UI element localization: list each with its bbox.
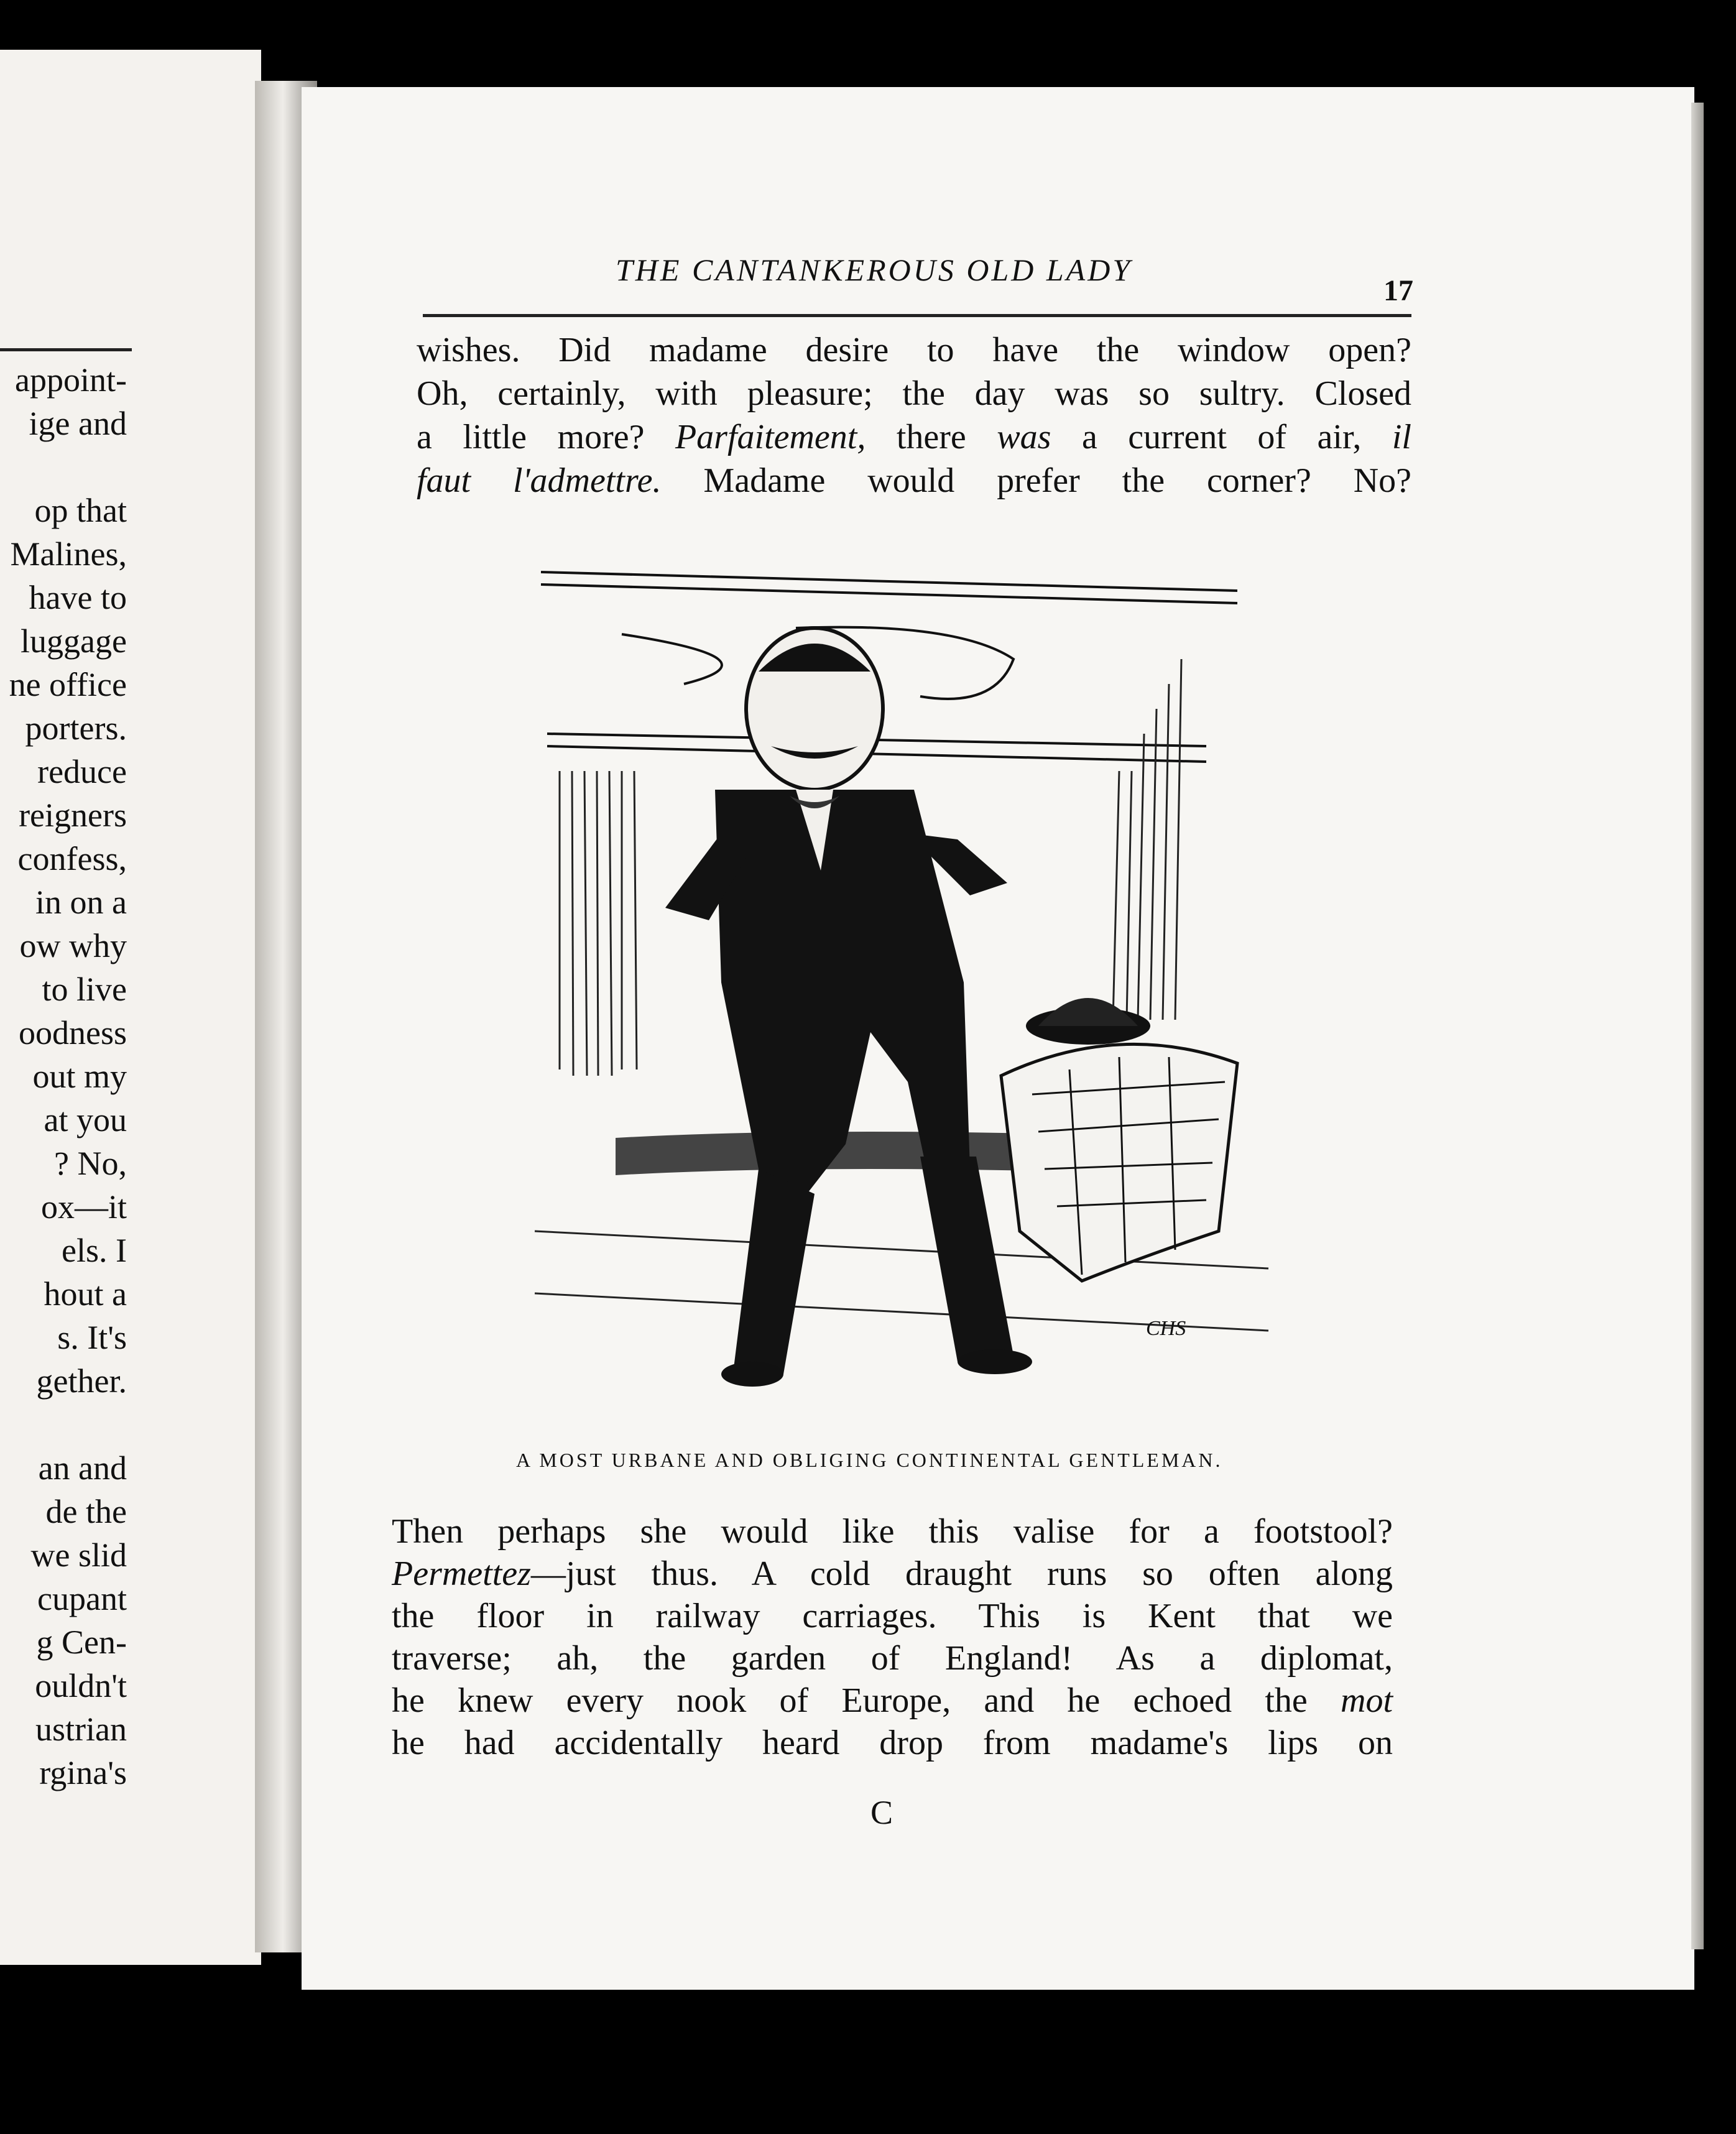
text-line: a little more? Parfaitement, there was a current of air, il — [417, 418, 1411, 456]
text-line: wishes. Did madame desire to have the window open? — [417, 331, 1411, 369]
illustration-gentleman — [522, 547, 1281, 1449]
left-line: s. It's — [57, 1319, 127, 1356]
page-number: 17 — [1383, 274, 1413, 307]
left-line: ige and — [29, 405, 127, 442]
left-line: cupant — [37, 1580, 127, 1617]
left-line: at you — [44, 1101, 127, 1139]
page-edge — [1691, 103, 1704, 1949]
left-line: we slid — [30, 1536, 127, 1574]
text-line: the floor in railway carriages. This is Kent that we — [392, 1597, 1393, 1635]
left-line: op that — [34, 492, 127, 529]
text-line: he had accidentally heard drop from madame's lips on — [392, 1724, 1393, 1762]
text-line: faut l'admettre. Madame would prefer the corner? No? — [417, 461, 1411, 500]
left-line: oodness — [19, 1014, 127, 1051]
left-page — [0, 50, 261, 1965]
left-page-rule — [0, 348, 132, 351]
left-line: to live — [42, 971, 127, 1008]
left-line: ox—it — [40, 1188, 127, 1226]
left-line: g Cen- — [36, 1624, 127, 1661]
left-line: ustrian — [35, 1711, 127, 1748]
left-line: out my — [32, 1058, 127, 1095]
text-line: Then perhaps she would like this valise for a footstool? — [392, 1512, 1393, 1551]
left-line: appoint- — [15, 361, 127, 399]
text-line: Permettez—just thus. A cold draught runs so often along — [392, 1554, 1393, 1593]
left-line: ? No, — [54, 1145, 127, 1182]
left-line: porters. — [25, 709, 127, 747]
header-rule — [423, 314, 1411, 317]
left-line: rgina's — [39, 1754, 127, 1791]
left-line: gether. — [36, 1362, 127, 1400]
artist-signature: CHS — [1146, 1317, 1186, 1340]
left-line: luggage — [21, 622, 127, 660]
left-line: reigners — [19, 797, 127, 834]
running-head: THE CANTANKEROUS OLD LADY — [616, 252, 1133, 287]
left-line: ne office — [9, 666, 127, 703]
left-line: have to — [29, 579, 127, 616]
left-line: de the — [45, 1493, 127, 1530]
left-line: ouldn't — [35, 1667, 127, 1704]
left-line: confess, — [17, 840, 127, 877]
left-line: hout a — [44, 1275, 127, 1313]
illustration-caption: A MOST URBANE AND OBLIGING CONTINENTAL GENTLEMAN. — [516, 1449, 1223, 1471]
left-line: Malines, — [10, 535, 127, 573]
left-line: ow why — [19, 927, 127, 964]
text-line: Oh, certainly, with pleasure; the day was so sultry. Closed — [417, 374, 1411, 413]
text-line: he knew every nook of Europe, and he echoed the mot — [392, 1681, 1393, 1720]
left-line: in on a — [35, 884, 127, 921]
signature-mark: C — [870, 1794, 893, 1831]
left-line: reduce — [37, 753, 127, 790]
left-line: els. I — [62, 1232, 127, 1269]
left-line: an and — [38, 1449, 127, 1487]
text-line: traverse; ah, the garden of England! As a diplomat, — [392, 1639, 1393, 1678]
